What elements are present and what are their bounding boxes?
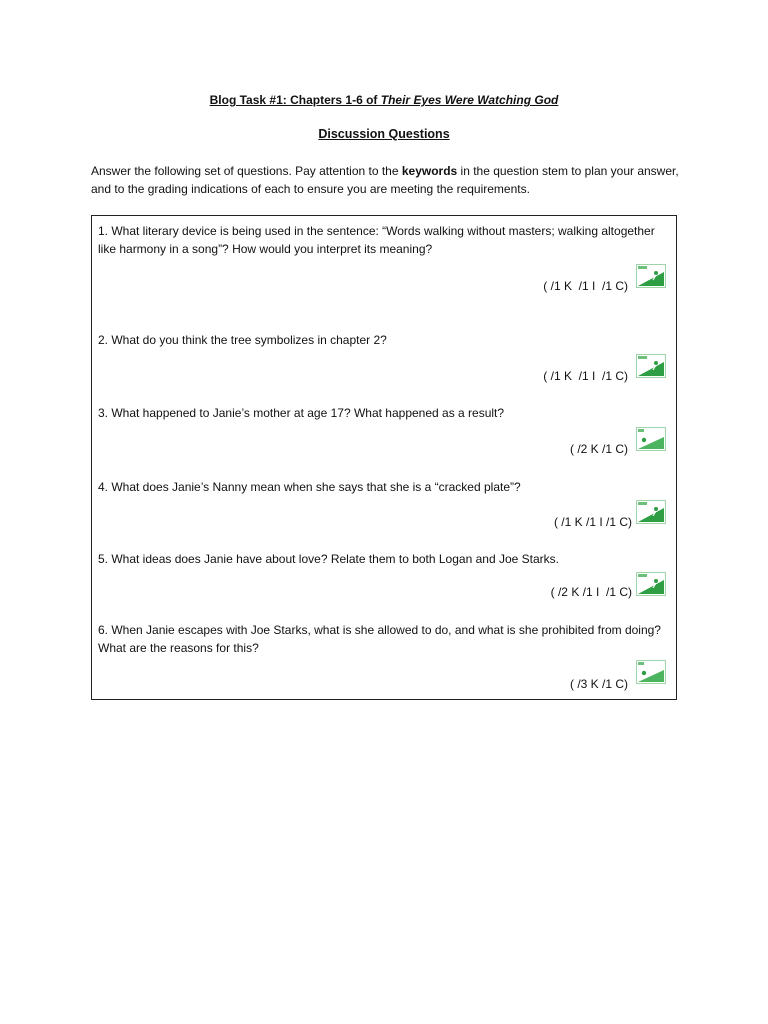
- question-3-grade: ( /2 K /1 C): [569, 442, 628, 456]
- thinking-skill-icon: [636, 500, 666, 524]
- question-6: 6. When Janie escapes with Joe Starks, what is she allowed to do, and what is she prohibited from doing? What are the reasons for this?: [98, 623, 661, 655]
- intro-keyword: keywords: [401, 164, 458, 178]
- question-1: 1. What literary device is being used in the sentence: “Words walking without masters; walking altogether like harmony in a song”? How would you interpret its meaning?: [98, 224, 655, 256]
- question-6-grade: ( /3 K /1 C): [569, 677, 628, 691]
- question-4: 4. What does Janie’s Nanny mean when she says that she is a “cracked plate”?: [98, 480, 521, 494]
- intro-after: in the question stem to plan your answer, and to the grading indications of each to ensure you are meeting the requirements.: [91, 164, 679, 196]
- questions-box: [91, 215, 677, 700]
- question-3: 3. What happened to Janie’s mother at age 17? What happened as a result?: [98, 406, 505, 420]
- thinking-skill-icon: [636, 354, 666, 378]
- knowledge-skill-icon: [636, 660, 666, 684]
- book-title: Their Eyes Were Watching God: [380, 93, 559, 107]
- instructions-paragraph: [91, 162, 681, 198]
- thinking-skill-icon: [636, 264, 666, 288]
- question-4-grade: ( /1 K /1 I /1 C): [553, 515, 632, 529]
- thinking-skill-icon: [636, 572, 666, 596]
- question-5: 5. What ideas does Janie have about love? Relate them to both Logan and Joe Starks.: [98, 552, 559, 566]
- page-title: [0, 93, 768, 107]
- section-subtitle: Discussion Questions: [318, 127, 450, 141]
- question-5-grade: ( /2 K /1 I /1 C): [550, 585, 632, 599]
- question-2: 2. What do you think the tree symbolizes in chapter 2?: [98, 333, 387, 347]
- question-1-grade: ( /1 K /1 I /1 C): [543, 279, 628, 293]
- knowledge-skill-icon: [636, 427, 666, 451]
- title-prefix: Blog Task #1: Chapters 1-6 of: [209, 93, 381, 107]
- question-2-grade: ( /1 K /1 I /1 C): [543, 369, 628, 383]
- intro-before: Answer the following set of questions. Pay attention to the: [91, 164, 402, 178]
